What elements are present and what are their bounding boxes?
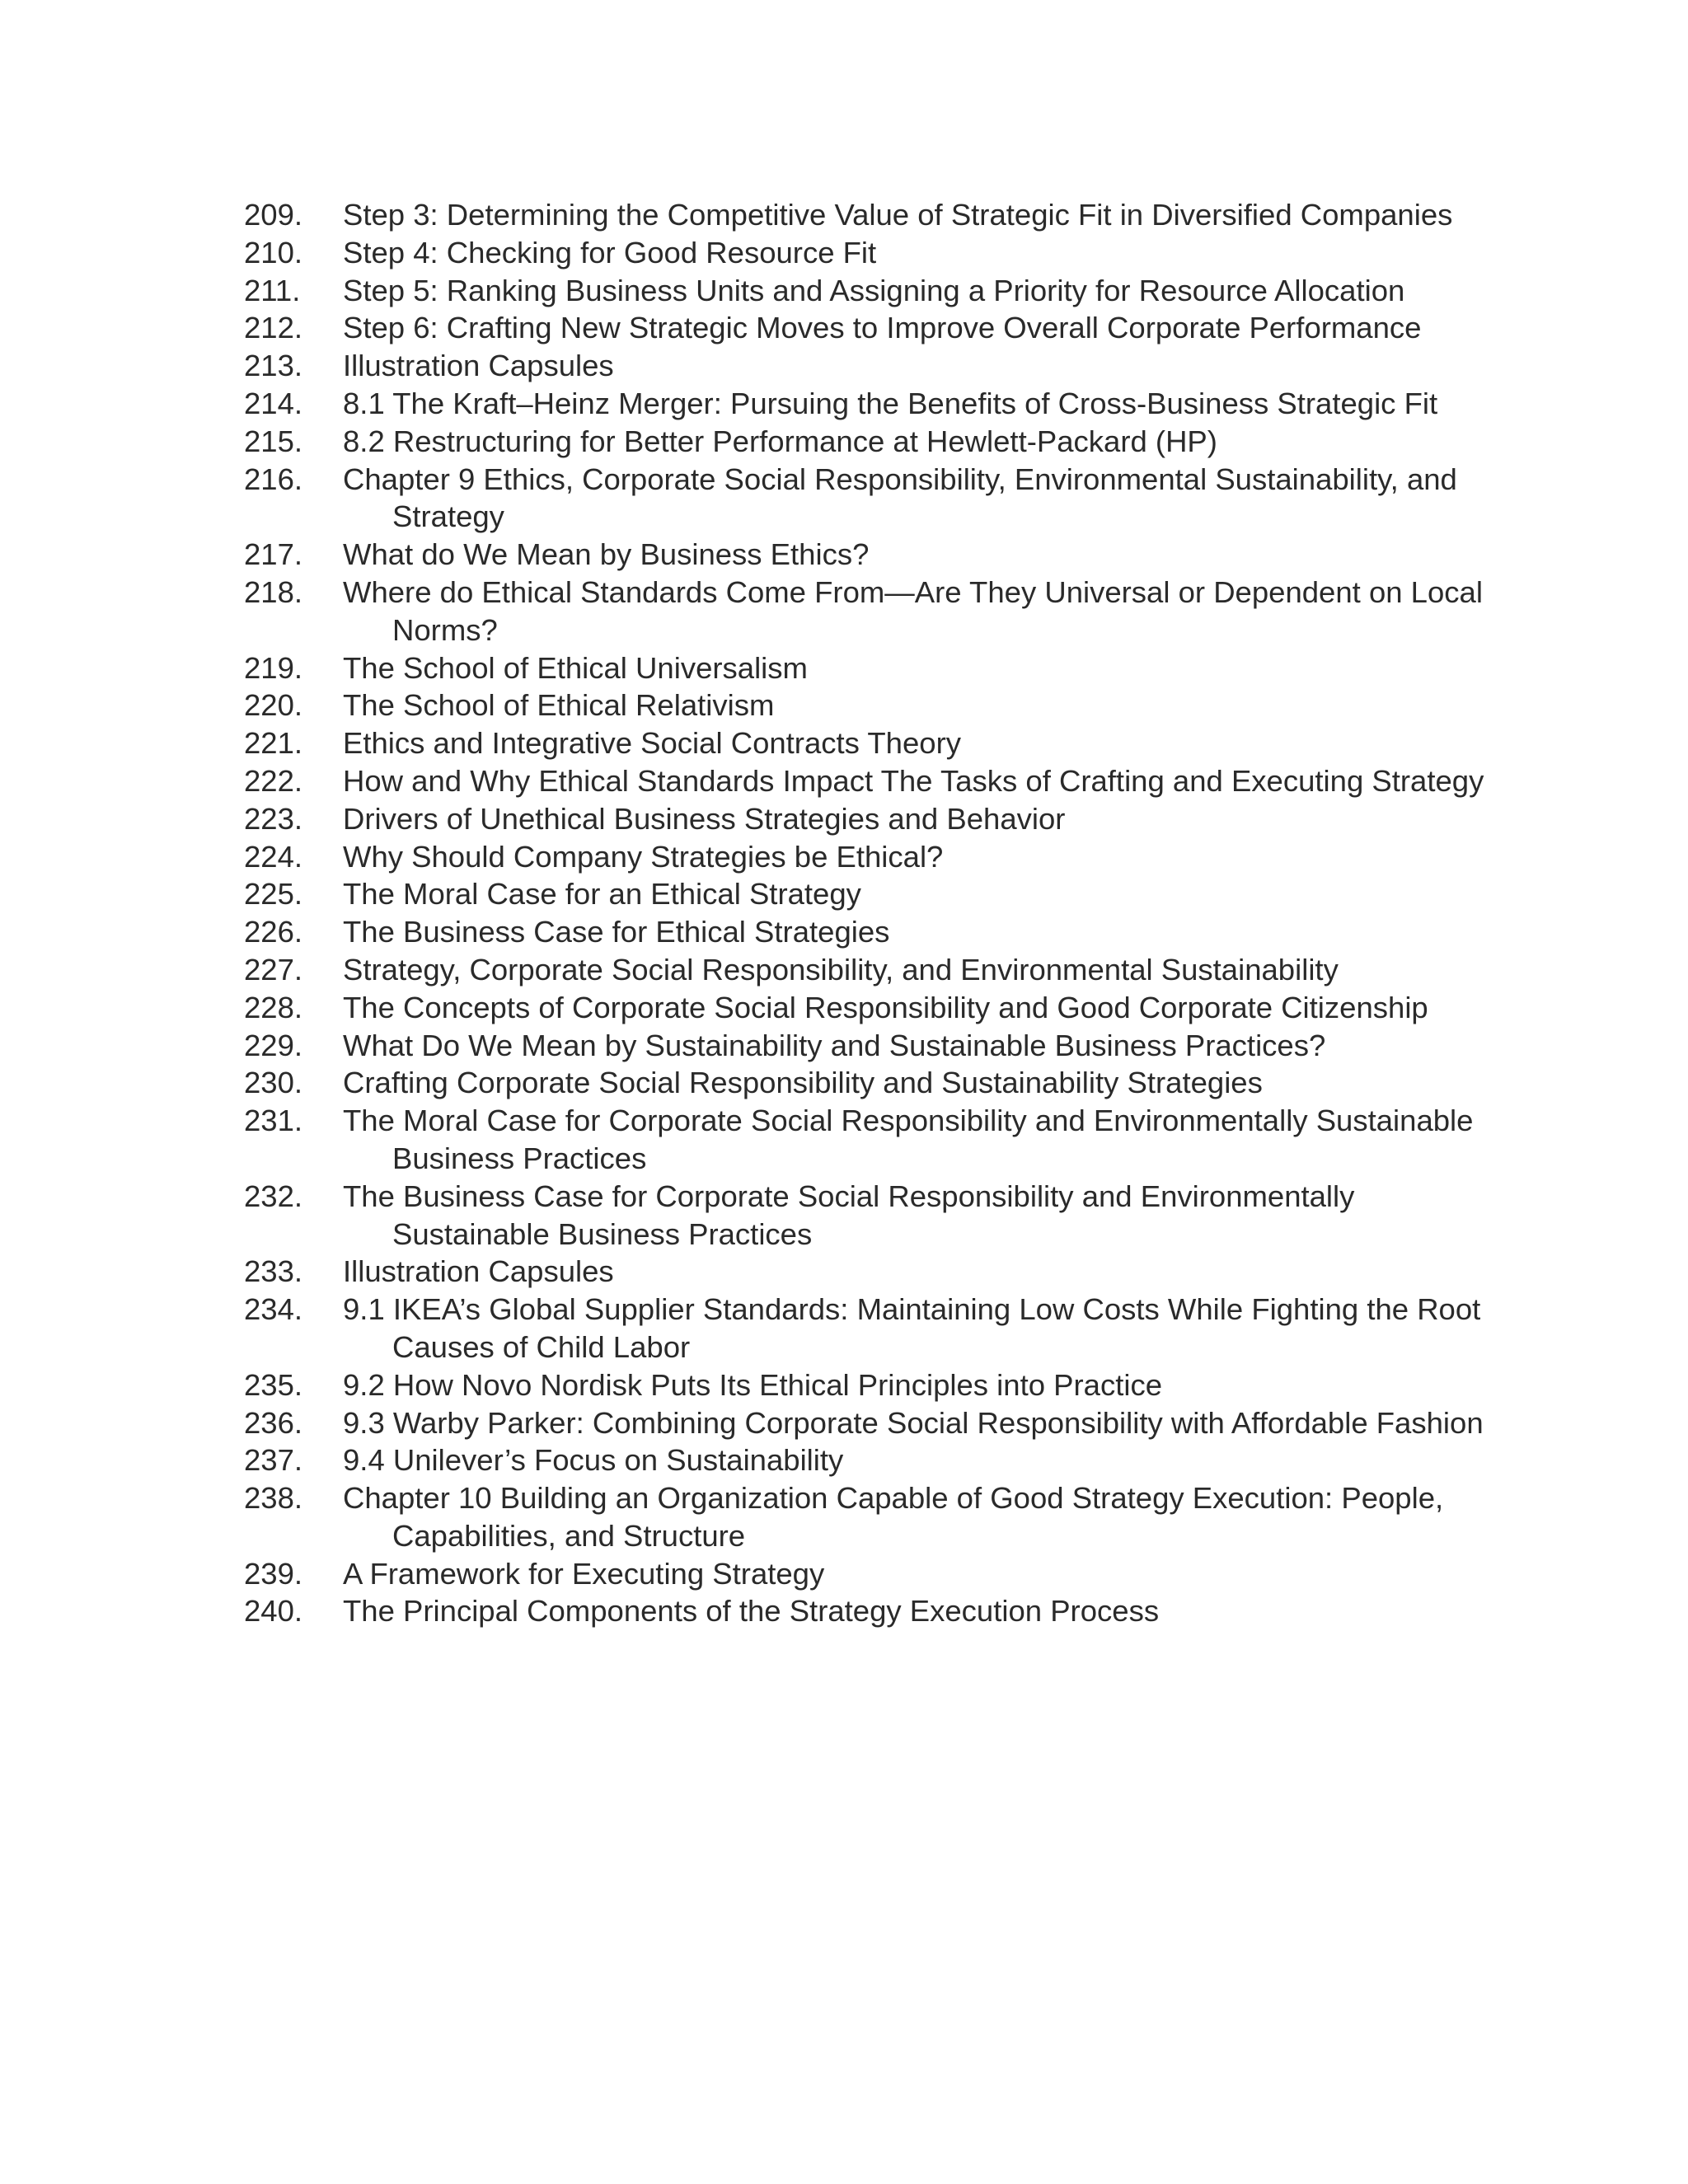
toc-entry-number: 210. <box>244 235 303 269</box>
toc-entry-number: 224. <box>244 839 303 874</box>
toc-entry-title: What Do We Mean by Sustainability and Sustainable Business Practices? <box>343 1028 1326 1062</box>
toc-entry-number: 219. <box>244 650 303 685</box>
toc-entry-number: 220. <box>244 688 303 723</box>
toc-entry <box>244 536 1497 574</box>
toc-entry-number: 214. <box>244 386 303 420</box>
toc-entry <box>244 1479 1497 1555</box>
toc-entry-number: 239. <box>244 1556 303 1591</box>
toc-entry-number: 230. <box>244 1066 303 1100</box>
toc-entry-number: 223. <box>244 801 303 836</box>
toc-entry-title: Illustration Capsules <box>343 1254 614 1289</box>
toc-entry-title: Chapter 10 Building an Organization Capable of Good Strategy Execution: People, Capabilities, and Structure <box>343 1481 1444 1553</box>
toc-entry-number: 221. <box>244 726 303 761</box>
toc-entry-title: Chapter 9 Ethics, Corporate Social Responsibility, Environmental Sustainability, and Strategy <box>343 462 1457 534</box>
toc-entry-title: The Moral Case for an Ethical Strategy <box>343 877 861 912</box>
toc-entry <box>244 385 1497 423</box>
toc-entry <box>244 1253 1497 1291</box>
toc-entry-title: Strategy, Corporate Social Responsibility, and Environmental Sustainability <box>343 952 1339 987</box>
toc-entry-title: The Moral Case for Corporate Social Responsibility and Environmentally Sustainable Business Practices <box>343 1104 1474 1175</box>
toc-entry <box>244 1027 1497 1065</box>
toc-entry-number: 227. <box>244 952 303 987</box>
toc-entry-number: 233. <box>244 1254 303 1289</box>
toc-entry <box>244 574 1497 649</box>
toc-entry <box>244 875 1497 913</box>
toc-entry-title: 8.2 Restructuring for Better Performance at Hewlett-Packard (HP) <box>343 424 1217 458</box>
toc-entry-title: Step 4: Checking for Good Resource Fit <box>343 235 877 269</box>
toc-entry-number: 209. <box>244 198 303 232</box>
toc-entry-title: 9.3 Warby Parker: Combining Corporate Social Responsibility with Affordable Fashion <box>343 1405 1484 1440</box>
toc-entry <box>244 347 1497 385</box>
toc-entry-title: Step 3: Determining the Competitive Value of Strategic Fit in Diversified Companies <box>343 198 1453 232</box>
toc-entry <box>244 951 1497 989</box>
toc-entry-title: The School of Ethical Universalism <box>343 650 808 685</box>
toc-entry-title: Step 6: Crafting New Strategic Moves to Improve Overall Corporate Performance <box>343 311 1422 345</box>
toc-entry-number: 228. <box>244 990 303 1024</box>
toc-entry-number: 212. <box>244 311 303 345</box>
toc-entry-title: Why Should Company Strategies be Ethical? <box>343 839 944 874</box>
toc-entry-number: 213. <box>244 349 303 383</box>
toc-entry-number: 236. <box>244 1405 303 1440</box>
toc-entry <box>244 1064 1497 1102</box>
toc-entry <box>244 234 1497 272</box>
toc-entry-title: What do We Mean by Business Ethics? <box>343 537 870 572</box>
toc-entry-number: 232. <box>244 1179 303 1213</box>
toc-entry-number: 237. <box>244 1443 303 1478</box>
toc-entry <box>244 196 1497 234</box>
toc-entry <box>244 1441 1497 1479</box>
toc-entry-number: 231. <box>244 1104 303 1138</box>
toc-entry-title: Ethics and Integrative Social Contracts Theory <box>343 726 961 761</box>
toc-entry-title: A Framework for Executing Strategy <box>343 1556 825 1591</box>
toc-entry <box>244 1555 1497 1593</box>
toc-entry-number: 238. <box>244 1481 303 1516</box>
toc-entry-number: 218. <box>244 574 303 609</box>
toc-entry <box>244 1366 1497 1404</box>
toc-entry <box>244 461 1497 537</box>
toc-entry-title: The Concepts of Corporate Social Responsibility and Good Corporate Citizenship <box>343 990 1428 1024</box>
toc-entry-title: The Business Case for Corporate Social Responsibility and Environmentally Sustainable Business Practices <box>343 1179 1355 1251</box>
toc-entry-number: 226. <box>244 915 303 949</box>
toc-entry-number: 222. <box>244 763 303 798</box>
toc-entry-title: The Principal Components of the Strategy Execution Process <box>343 1594 1160 1629</box>
toc-entry-title: 8.1 The Kraft–Heinz Merger: Pursuing the Benefits of Cross-Business Strategic Fit <box>343 386 1438 420</box>
toc-list <box>244 196 1497 1630</box>
toc-entry <box>244 687 1497 724</box>
toc-entry-title: Where do Ethical Standards Come From—Are They Universal or Dependent on Local Norms? <box>343 574 1483 647</box>
toc-entry-title: How and Why Ethical Standards Impact The Tasks of Crafting and Executing Strategy <box>343 763 1484 798</box>
toc-entry-title: Step 5: Ranking Business Units and Assigning a Priority for Resource Allocation <box>343 273 1405 307</box>
toc-entry-title: 9.4 Unilever’s Focus on Sustainability <box>343 1443 844 1478</box>
toc-entry-number: 234. <box>244 1292 303 1327</box>
toc-entry <box>244 1102 1497 1178</box>
toc-entry <box>244 1592 1497 1630</box>
toc-entry-number: 215. <box>244 424 303 458</box>
toc-entry-number: 235. <box>244 1367 303 1402</box>
toc-entry <box>244 1178 1497 1254</box>
toc-entry <box>244 800 1497 838</box>
toc-entry-title: 9.2 How Novo Nordisk Puts Its Ethical Principles into Practice <box>343 1367 1163 1402</box>
toc-entry <box>244 1291 1497 1366</box>
toc-entry-title: Drivers of Unethical Business Strategies and Behavior <box>343 801 1066 836</box>
toc-entry-number: 225. <box>244 877 303 912</box>
toc-entry-title: The Business Case for Ethical Strategies <box>343 915 890 949</box>
toc-entry-number: 216. <box>244 462 303 496</box>
toc-entry <box>244 309 1497 347</box>
toc-entry <box>244 649 1497 687</box>
toc-entry-title: Crafting Corporate Social Responsibility and Sustainability Strategies <box>343 1066 1263 1100</box>
toc-entry <box>244 423 1497 461</box>
toc-entry <box>244 724 1497 762</box>
toc-entry <box>244 913 1497 951</box>
toc-entry <box>244 272 1497 310</box>
toc-entry <box>244 1404 1497 1442</box>
toc-entry-number: 217. <box>244 537 303 572</box>
toc-entry-title: Illustration Capsules <box>343 349 614 383</box>
toc-entry-number: 229. <box>244 1028 303 1062</box>
toc-entry <box>244 989 1497 1027</box>
toc-entry-number: 240. <box>244 1594 303 1629</box>
toc-entry-title: The School of Ethical Relativism <box>343 688 775 723</box>
toc-entry <box>244 838 1497 876</box>
toc-entry-title: 9.1 IKEA’s Global Supplier Standards: Maintaining Low Costs While Fighting the Root Causes of Child Labor <box>343 1292 1481 1364</box>
toc-entry-number: 211. <box>244 273 301 307</box>
toc-entry <box>244 762 1497 800</box>
